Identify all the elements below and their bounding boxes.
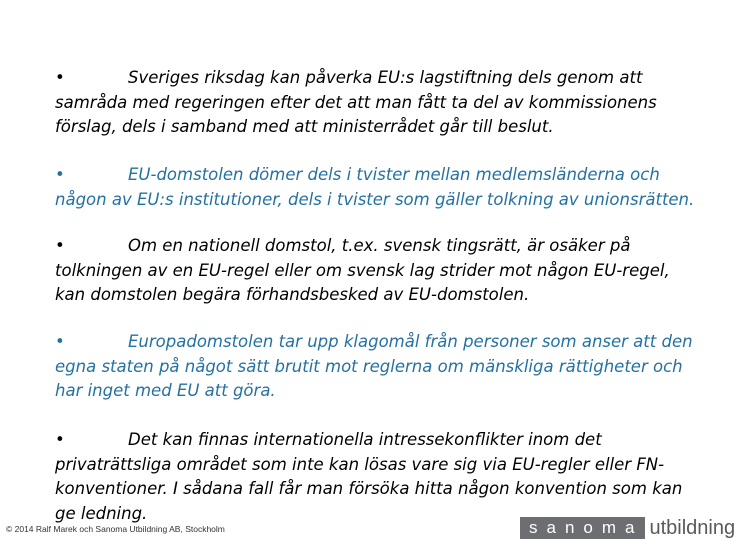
copyright-notice: © 2014 Ralf Marek och Sanoma Utbildning AB, Stockholm (6, 524, 225, 534)
statement-riksdag (55, 66, 705, 140)
bullet-icon: • (55, 165, 65, 184)
statement-text: EU-domstolen dömer dels i tvister mellan medlemsländerna och någon av EU:s institutioner, dels i tvister som gäller tolkning av unionsrätten. (55, 165, 695, 209)
sanoma-utbildning-logo (520, 517, 735, 539)
bullet-icon: • (55, 68, 65, 87)
statement-nationell-domstol (55, 234, 705, 308)
statement-internationella-konflikter (55, 428, 705, 526)
logo-utbildning-text: utbildning (649, 516, 735, 539)
statement-text: Sveriges riksdag kan påverka EU:s lagstiftning dels genom att samråda med regeringen efter det att man fått ta del av kommissionens förslag, dels i samband med att ministerrådet går till beslut. (55, 68, 657, 136)
bullet-icon: • (55, 236, 65, 255)
statement-eu-domstolen (55, 163, 705, 212)
bullet-icon: • (55, 430, 65, 449)
statement-europadomstolen (55, 330, 705, 404)
logo-sanoma-text: sanoma (520, 517, 645, 539)
statement-text: Om en nationell domstol, t.ex. svensk tingsrätt, är osäker på tolkningen av en EU-regel eller om svensk lag strider mot någon EU-regel, kan domstolen begära förhandsbesked av EU-domstolen. (55, 236, 670, 304)
bullet-icon: • (55, 332, 65, 351)
statement-text: Europadomstolen tar upp klagomål från personer som anser att den egna staten på något sätt brutit mot reglerna om mänskliga rättigheter och har inget med EU att göra. (55, 332, 693, 400)
statement-text: Det kan finnas internationella intressekonflikter inom det privaträttsliga området som inte kan lösas vare sig via EU-regler eller FN-konventioner. I sådana fall får man försöka hitta någon konvention som kan ge ledning. (55, 430, 683, 523)
